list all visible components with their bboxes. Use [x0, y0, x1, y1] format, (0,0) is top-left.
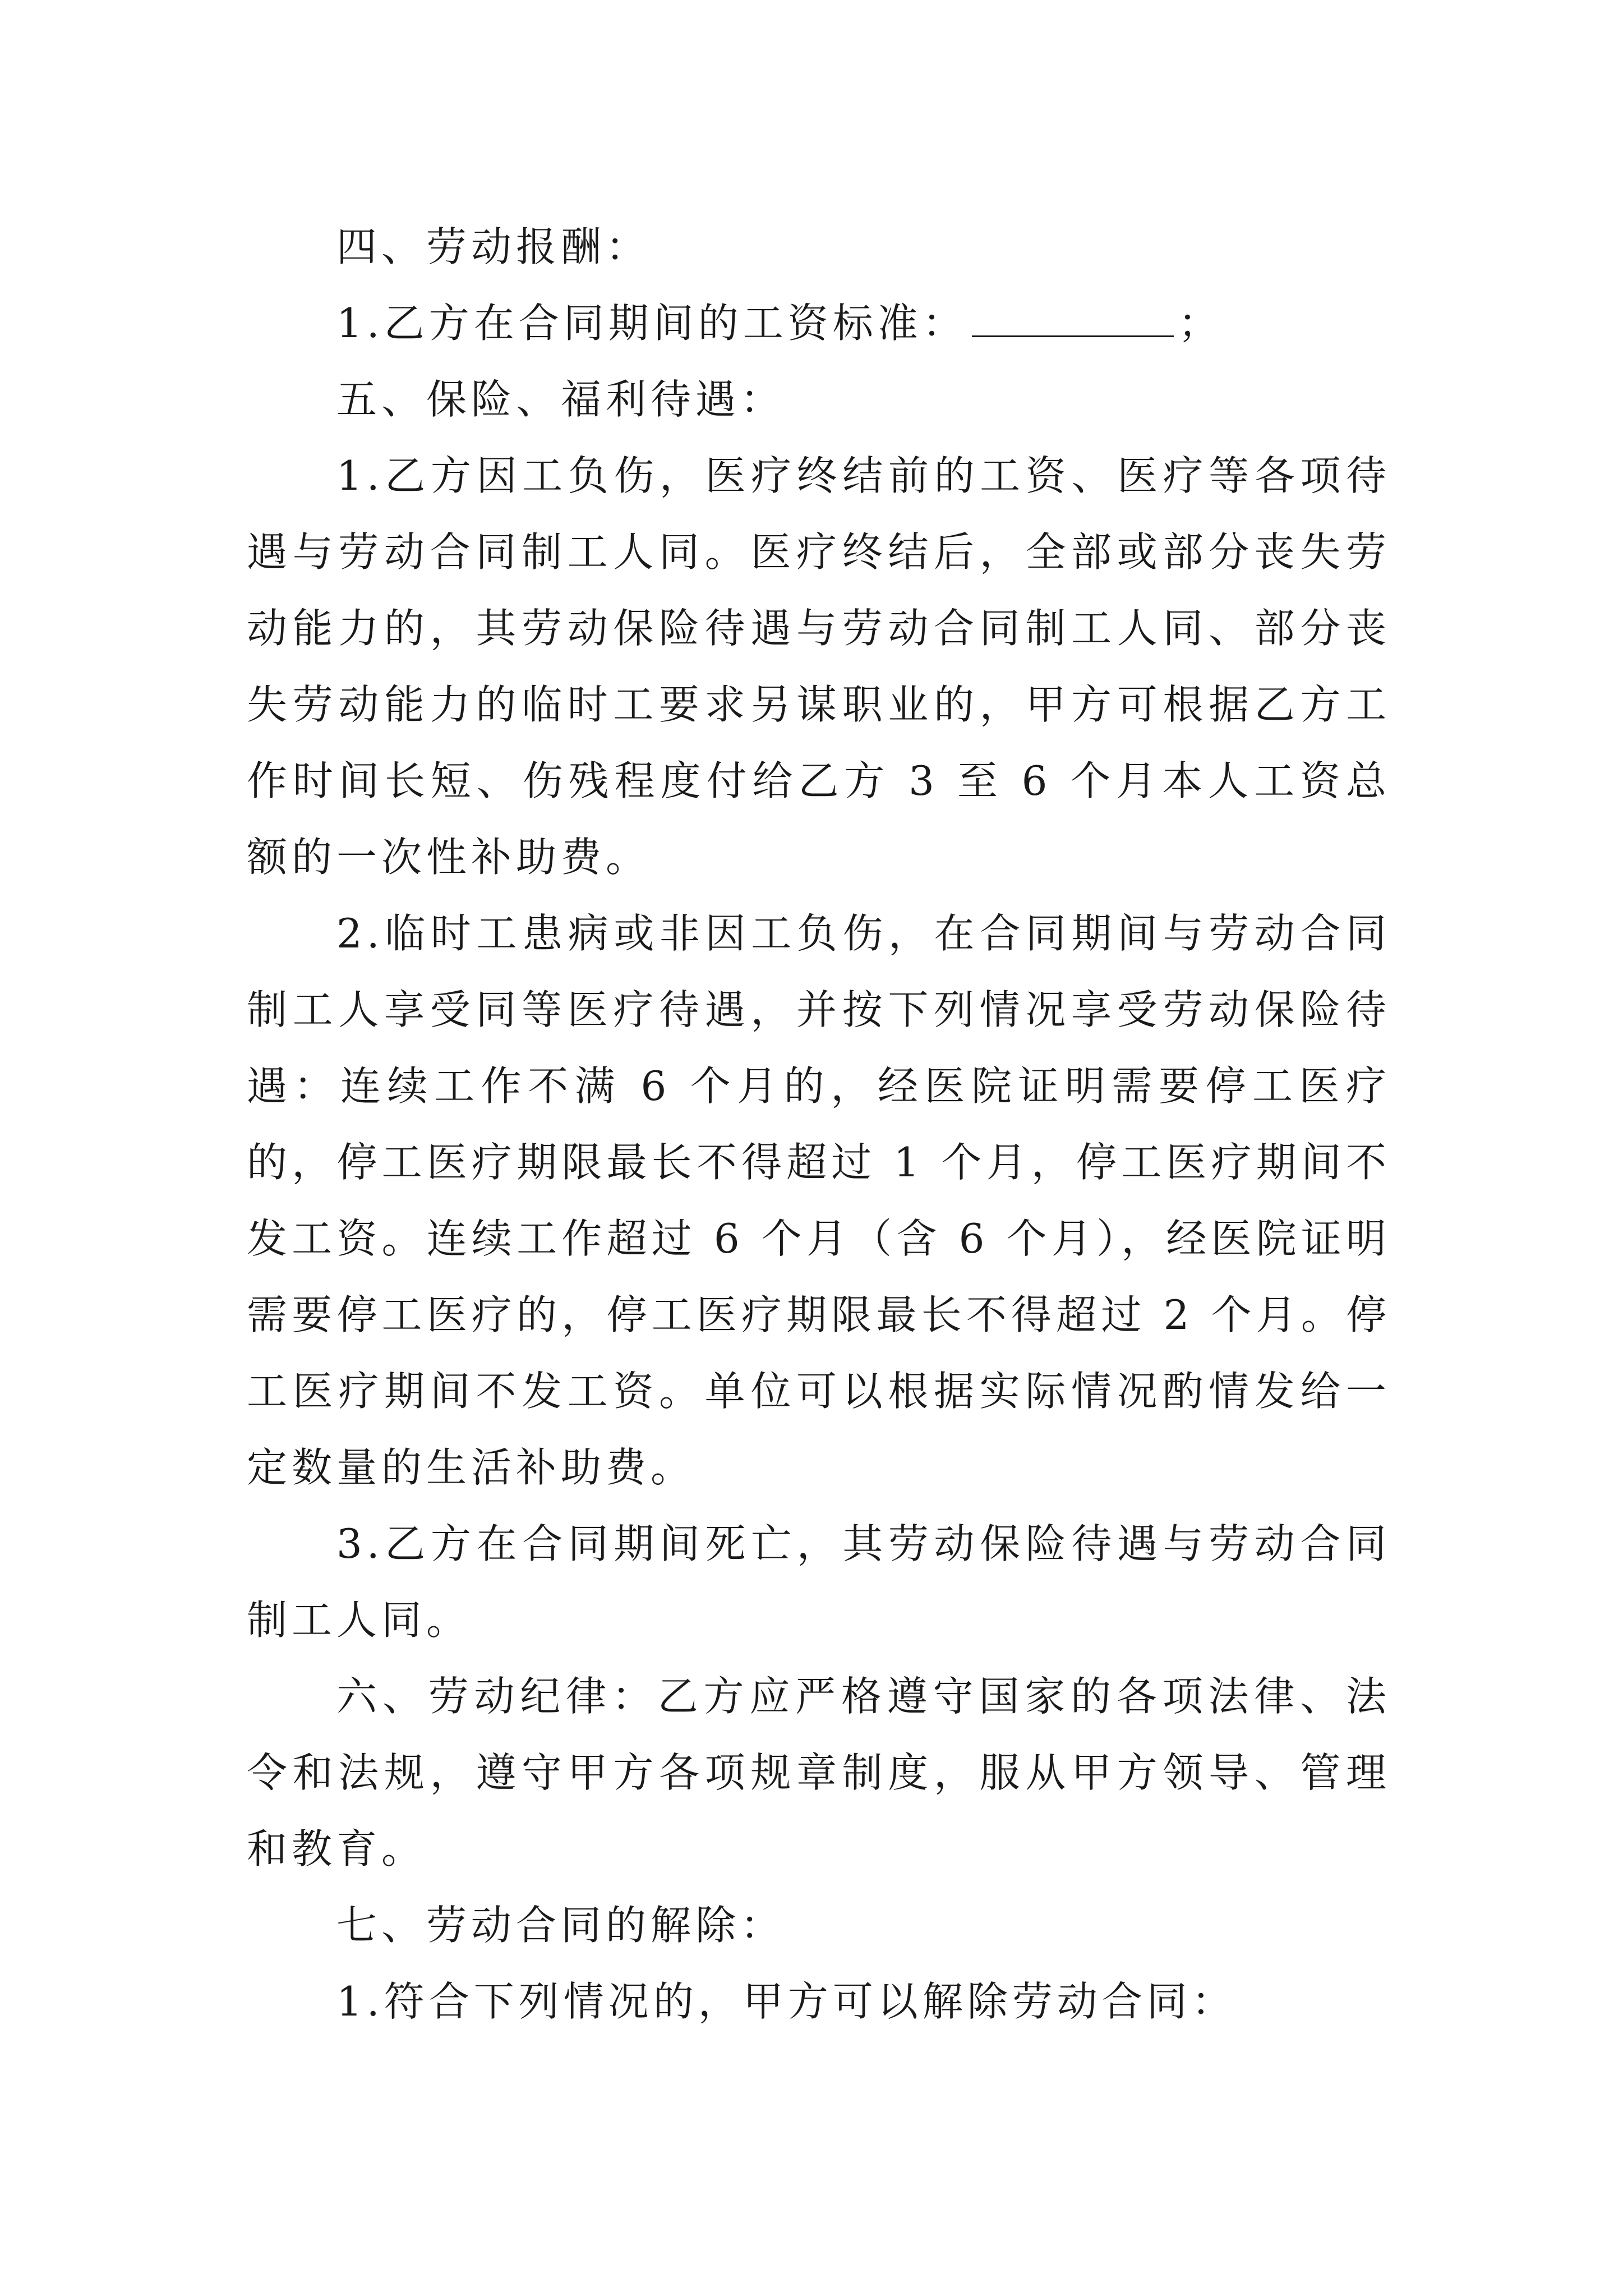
document-body: [247, 209, 1391, 2040]
section-5-item-3: 3.乙方在合同期间死亡，其劳动保险待遇与劳动合同制工人同。: [247, 1520, 1391, 1644]
section-4-item-1: [247, 285, 1391, 361]
section-5-heading: 五、保险、福利待遇：: [336, 376, 786, 423]
section-7-item-1: 1.符合下列情况的，甲方可以解除劳动合同：: [336, 1978, 1237, 2025]
section-5-item-2: 2.临时工患病或非因工负伤，在合同期间与劳动合同制工人享受同等医疗待遇，并按下列情况享受劳动保险待遇：连续工作不满 6 个月的，经医院证明需要停工医疗的，停工医疗期限最长不得超过 1 个月，停工医疗期间不发工资。连续工作超过 6 个月（含 6 个月），经医院证明需要停工医疗的，停工医疗期限最长不得超过 2 个月。停工医疗期间不发工资。单位可以根据实际情况酌情发给一定数量的生活补助费。: [247, 910, 1391, 1491]
salary-blank-field: [972, 300, 1174, 337]
section-4-heading: 四、劳动报酬：: [336, 223, 651, 270]
section-6-paragraph: 六、劳动纪律：乙方应严格遵守国家的各项法律、法令和法规，遵守甲方各项规章制度，服从甲方领导、管理和教育。: [247, 1673, 1391, 1872]
section-7-heading: 七、劳动合同的解除：: [336, 1902, 786, 1949]
salary-line-end: ；: [1178, 300, 1223, 347]
section-5-item-1: 1.乙方因工负伤，医疗终结前的工资、医疗等各项待遇与劳动合同制工人同。医疗终结后，全部或部分丧失劳动能力的，其劳动保险待遇与劳动合同制工人同、部分丧失劳动能力的临时工要求另谋职业的，甲方可根据乙方工作时间长短、伤残程度付给乙方 3 至 6 个月本人工资总额的一次性补助费。: [247, 452, 1391, 881]
salary-standard-label: 1.乙方在合同期间的工资标准：: [336, 300, 967, 347]
